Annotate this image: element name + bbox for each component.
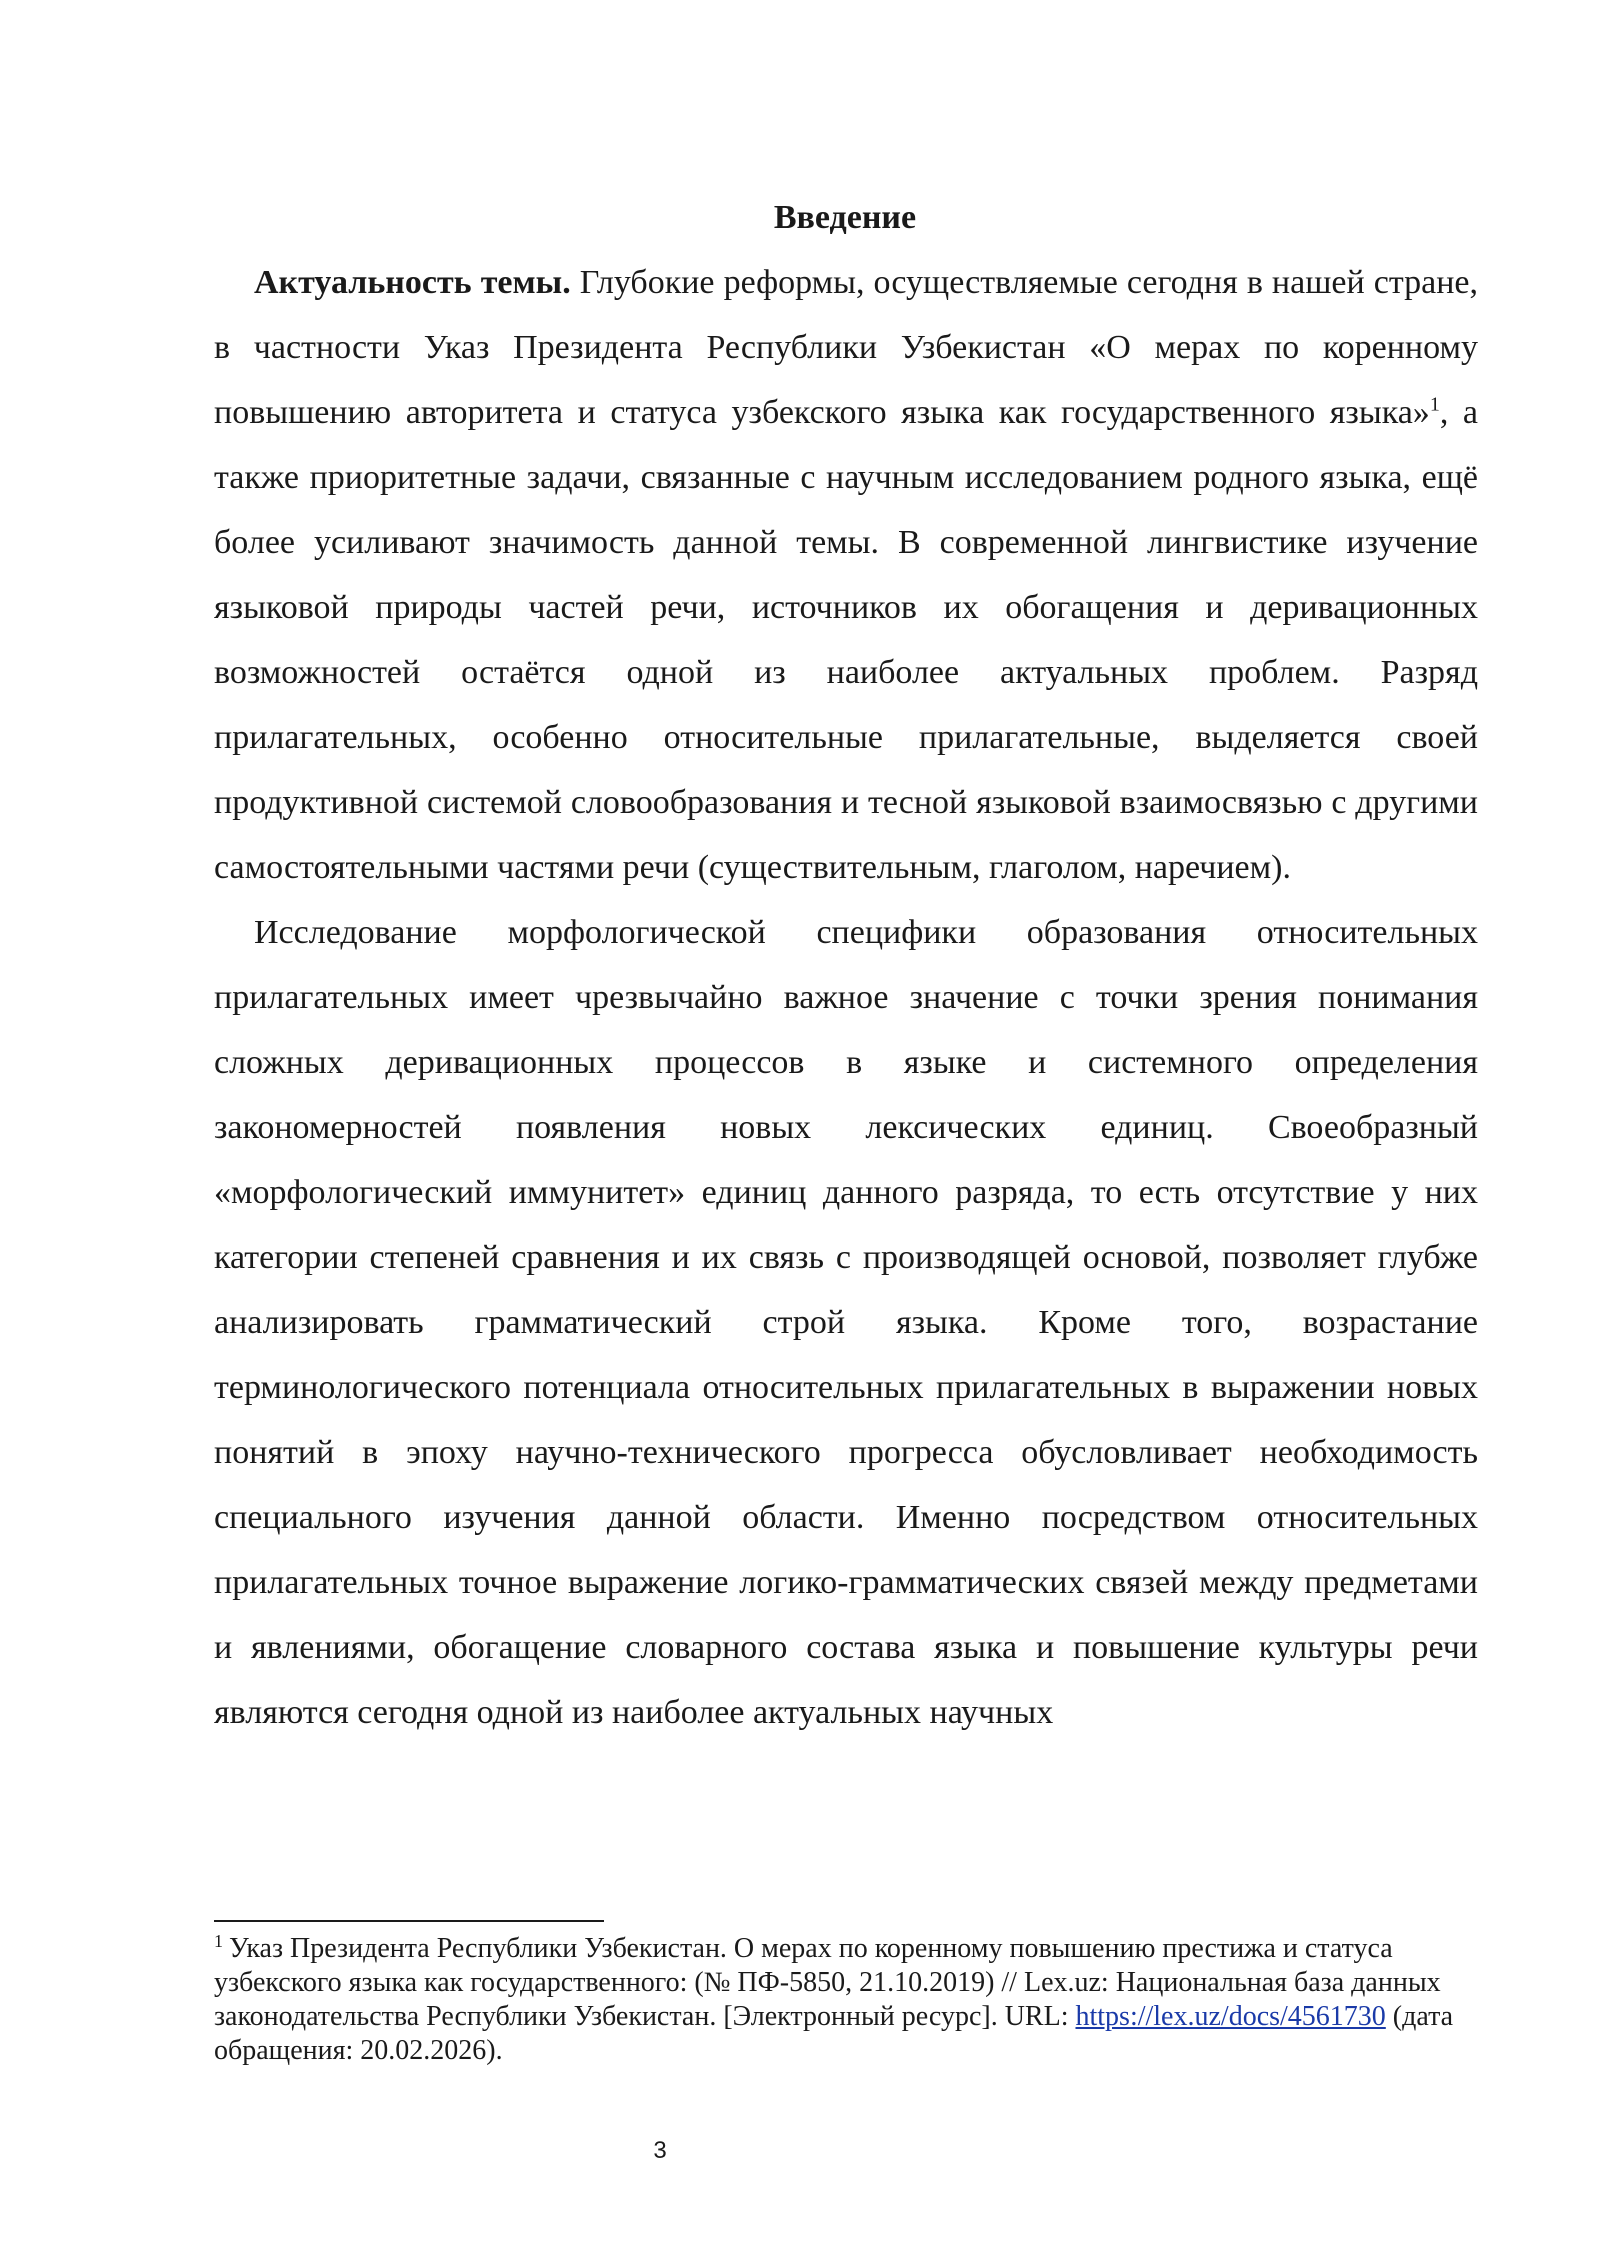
footnote-separator — [214, 1920, 604, 1922]
footnote-text: Указ Президента Республики Узбекистан. О мерах по коренному повышению престижа и статуса узбекского языка как государственного: (№ ПФ-5850, 21.10.2019) // Lex.uz: Национальная база данных законодательства Республики Узбекистан. [Электронный ресурс]. URL: — [214, 1933, 1441, 2032]
footnote-link[interactable]: https://lex.uz/docs/4561730 — [1075, 2001, 1386, 2032]
section-title: Введение — [773, 199, 917, 236]
footnote-mark: 1 — [214, 1930, 223, 1951]
paragraph-research: Исследование морфологической специфики образования относительных прилагательных имеет чрезвычайно важное значение с точки зрения понимания сложных деривационных процессов в языке и системного определения закономерностей появления новых лексических единиц. Своеобразный «морфологический иммунитет» единиц данного разряда, то есть отсутствие у них категории степеней сравнения и их связь с производящей основой, позволяет глубже анализировать грамматический строй языка. Кроме того, возрастание терминологического потенциала относительных прилагательных в выражении новых понятий в эпоху научно-технического прогресса обусловливает необходимость специального изучения данной области. Именно посредством относительных прилагательных точное выражение логико-грамматических связей между предметами и явлениями, обогащение словарного состава языка и повышение культуры речи являются сегодня одной из наиболее актуальных научных — [214, 914, 1478, 1731]
footnote — [214, 1932, 1478, 2068]
footnote-reference-mark[interactable]: 1 — [1429, 393, 1440, 416]
page-number: 3 — [653, 2137, 667, 2164]
document-body — [214, 250, 1478, 1745]
footnote-suffix: (дата обращения: 20.02.2026). — [214, 2001, 1454, 2066]
paragraph-relevance — [214, 250, 1478, 900]
paragraph-text: Глубокие реформы, осуществляемые сегодня в нашей стране, в частности Указ Президента Республики Узбекистан «О мерах по коренному повышению авторитета и статуса узбекского языка как государственного языка» — [214, 264, 1478, 431]
paragraph-lead: Актуальность темы. — [254, 264, 571, 301]
paragraph-text-continued: , а также приоритетные задачи, связанные с научным исследованием родного языка, ещё более усиливают значимость данной темы. В современной лингвистике изучение языковой природы частей речи, источников их обогащения и деривационных возможностей остаётся одной из наиболее актуальных проблем. Разряд прилагательных, особенно относительные прилагательные, выделяется своей продуктивной системой словообразования и тесной языковой взаимосвязью с другими самостоятельными частями речи (существительным, глаголом, наречием). — [214, 394, 1479, 886]
